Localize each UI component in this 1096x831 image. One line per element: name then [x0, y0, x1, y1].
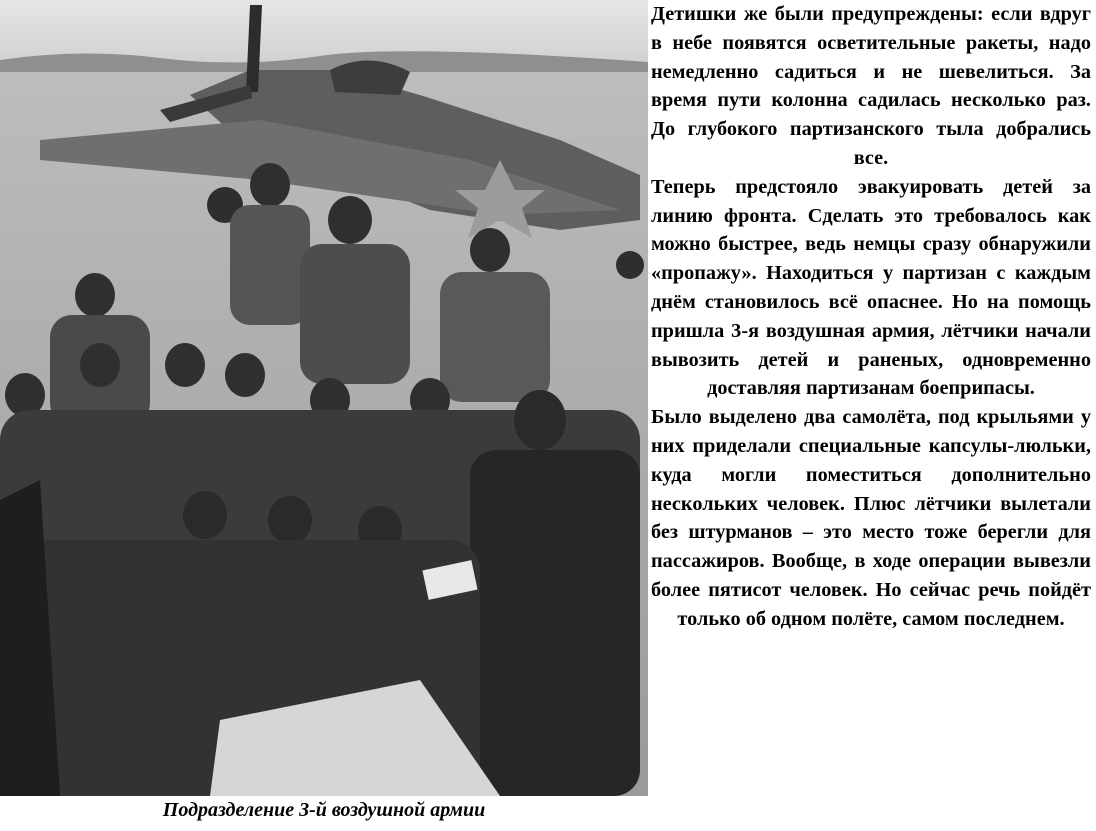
article-paragraph-2: Теперь предстояло эвакуировать детей за линию фронта. Сделать это требовалось как можно быстрее, ведь немцы сразу обнаружили «пропажу». Находиться у партизан с каждым днём становилось всё опаснее. Но на помощь пришла 3-я воздушная армия, лётчики начали вывозить детей и раненых, одновременно доставляя партизанам боеприпасы.: [651, 175, 1091, 400]
article-text: [651, 0, 1091, 634]
article-paragraph-1: Детишки же были предупреждены: если вдруг в небе появятся осветительные ракеты, надо немедленно садиться и не шевелиться. За время пути колонна садилась несколько раз. До глубокого партизанского тыла добрались все.: [651, 3, 1091, 169]
article-paragraph-3: Было выделено два самолёта, под крыльями у них приделали специальные капсулы-люльки, куда могли поместиться дополнительно нескольких человек. Плюс лётчики вылетали без штурманов – это место тоже берегли для пассажиров. Вообще, в ходе операции вывезли более пятисот человек. Но сейчас речь пойдёт только об одном полёте, самом последнем.: [651, 406, 1091, 630]
photo-caption: Подразделение 3-й воздушной армии: [162, 799, 486, 821]
